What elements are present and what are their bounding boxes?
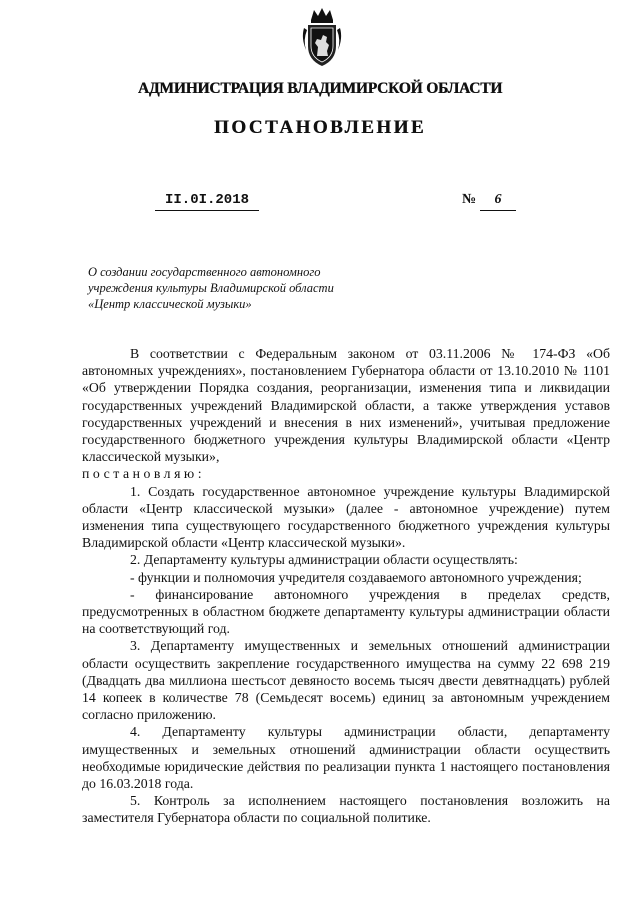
document-subject	[88, 264, 388, 312]
item-2-sub-1: - функции и полномочия учредителя создаваемого автономного учреждения;	[130, 569, 582, 585]
preamble-paragraph: В соответствии с Федеральным законом от 03.11.2006 № 174-ФЗ «Об автономных учреждениях», постановлением Губернатора области от 13.10.2010 № 1101 «Об утверждении Порядка создания, реорганизации, изменения типа и ликвидации государственных учреждений Владимирской области, а также утверждения уставов государственных учреждений и внесения в них изменений», учитывая предложение государственного бюджетного учреждения культуры Владимирской области «Центр классической музыки»,	[82, 346, 610, 465]
coat-of-arms-icon	[300, 6, 344, 68]
subject-line: учреждения культуры Владимирской области	[88, 281, 334, 295]
document-body	[82, 345, 610, 827]
item-4: 4. Департаменту культуры администрации области, департаменту имущественных и земельных отношений администрации области осуществить необходимые юридические действия по реализации пункта 1 настоящего постановления до 16.03.2018 года.	[82, 724, 610, 792]
item-1: 1. Создать государственное автономное учреждение культуры Владимирской области «Центр классической музыки» (далее - автономное учреждение) путем изменения типа существующего государственного бюджетного учреждения культуры Владимирской области «Центр классической музыки».	[82, 483, 610, 551]
document-date: II.0I.2018	[155, 190, 259, 211]
item-2: 2. Департаменту культуры администрации области осуществлять:	[130, 552, 518, 568]
subject-line: О создании государственного автономного	[88, 265, 321, 279]
subject-line: «Центр классической музыки»	[88, 297, 252, 311]
number-sign: №	[462, 192, 477, 207]
item-3: 3. Департаменту имущественных и земельных отношений администрации области осуществить закрепление государственного имущества на сумму 22 698 219 (Двадцать два миллиона шестьсот девяносто восемь тысяч двести девятнадцать) рублей 14 копеек в количестве 78 (Семьдесят восемь) единиц за автономным учреждением согласно приложению.	[82, 638, 610, 723]
item-5: 5. Контроль за исполнением настоящего постановления возложить на заместителя Губернатора области по социальной политике.	[82, 793, 610, 826]
item-2-sub-2: - финансирование автономного учреждения в пределах средств, предусмотренных в областном бюджете департаменту культуры администрации области на соответствующий год.	[82, 586, 610, 637]
resolve-word: постановляю:	[82, 466, 206, 482]
document-number: 6	[480, 190, 516, 211]
document-type: ПОСТАНОВЛЕНИЕ	[213, 117, 427, 138]
organization-title: АДМИНИСТРАЦИЯ ВЛАДИМИРСКОЙ ОБЛАСТИ	[137, 80, 503, 97]
